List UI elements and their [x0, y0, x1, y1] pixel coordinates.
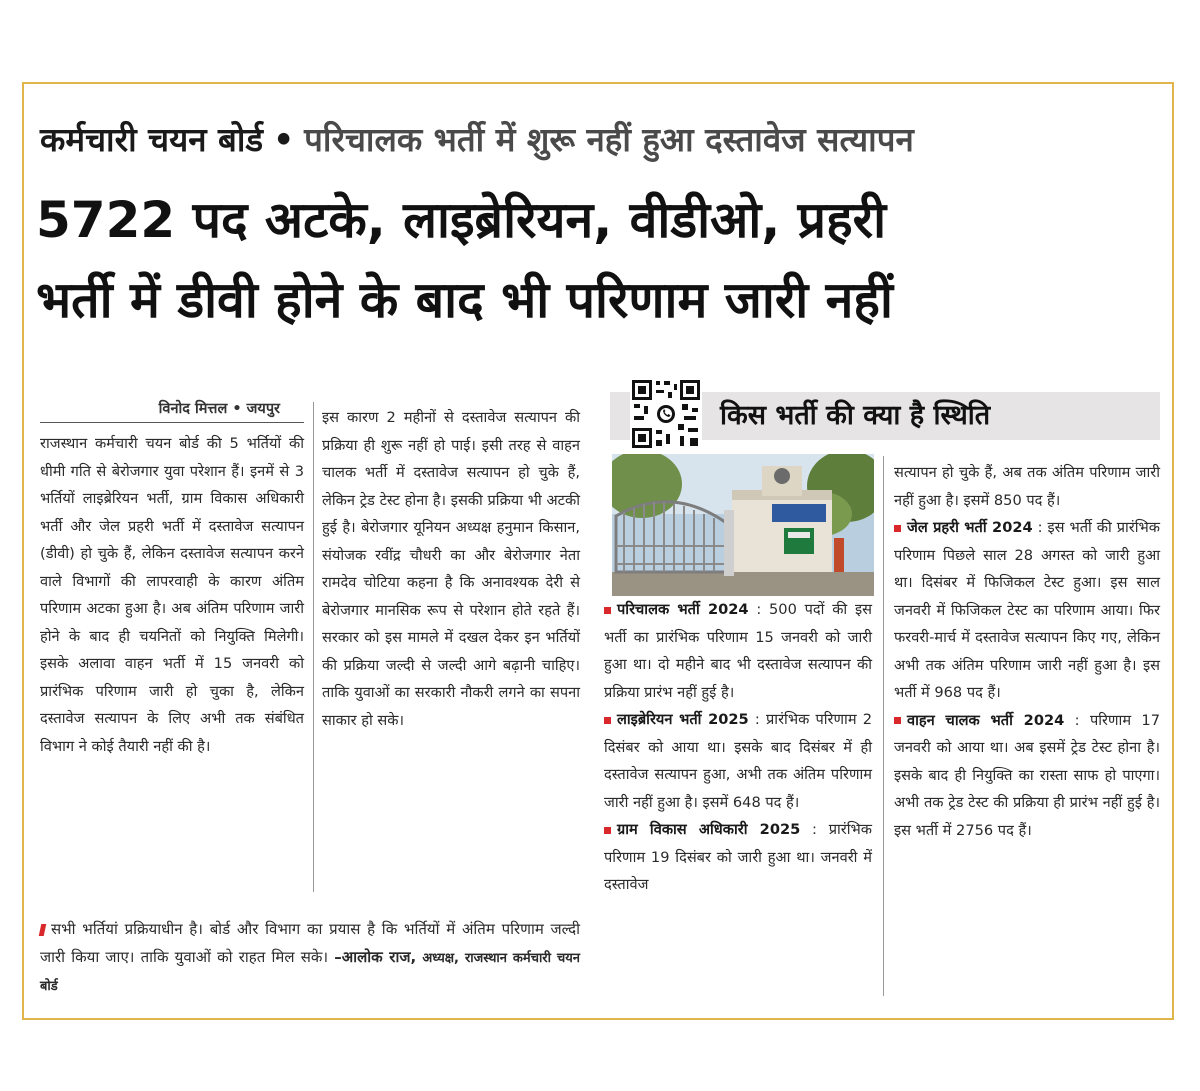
qr-code-icon — [630, 378, 702, 450]
section-label: कर्मचारी चयन बोर्ड — [40, 120, 264, 159]
status-item-conductor — [604, 596, 872, 706]
kicker-separator: • — [273, 120, 295, 159]
status-item-text: : प्रारंभिक परिणाम 19 दिसंबर को जारी हुआ था। जनवरी में दस्तावेज — [604, 821, 873, 893]
status-item-driver — [894, 707, 1160, 845]
body-column-1 — [40, 430, 304, 760]
status-item-text: : 500 पदों की इस भर्ती का प्रारंभिक परिणाम 15 जनवरी को जारी हुआ था। दो महीने बाद भी दस्तावेज सत्यापन की प्रक्रिया प्रारंभ नहीं हुई है। — [604, 601, 872, 701]
status-item-text: : परिणाम 17 जनवरी को आया था। अब इसमें ट्रेड टेस्ट होना है। इसके बाद ही नियुक्ति का रास्ता साफ हो पाएगा। अभी तक ट्रेड टेस्ट की प्रक्रिया ही प्रारंभ नहीं हुई है। इस भर्ती में 2756 पद हैं। — [894, 711, 1160, 839]
news-clipping — [22, 82, 1174, 1020]
status-item-heading: लाइब्रेरियन भर्ती 2025 — [617, 711, 749, 728]
status-item-heading: ग्राम विकास अधिकारी 2025 — [617, 821, 801, 838]
headline-line-1: 5722 पद अटके, लाइब्रेरियन, वीडीओ, प्रहरी — [36, 191, 887, 249]
status-item-librarian — [604, 706, 872, 816]
byline: विनोद मित्तल • जयपुर — [158, 401, 280, 417]
column-divider — [313, 402, 314, 892]
headline — [36, 180, 1166, 340]
headline-line-2: भर्ती में डीवी होने के बाद भी परिणाम जारी नहीं — [36, 271, 893, 329]
bullet-icon — [604, 607, 611, 614]
body-column-2 — [322, 404, 580, 734]
status-item-vdo-continued: सत्यापन हो चुके हैं, अब तक अंतिम परिणाम जारी नहीं हुआ है। इसमें 850 पद हैं। — [894, 464, 1160, 509]
bullet-icon — [894, 525, 901, 532]
status-item-heading: वाहन चालक भर्ती 2024 — [907, 711, 1065, 729]
kicker — [40, 112, 1160, 168]
status-item-heading: जेल प्रहरी भर्ती 2024 — [907, 519, 1033, 536]
status-column-2 — [894, 459, 1160, 844]
body-paragraph-2: इस कारण 2 महीनों से दस्तावेज सत्यापन की प्रक्रिया ही शुरू नहीं हो पाई। इसी तरह से वाहन चालक भर्ती में दस्तावेज सत्यापन हो चुके हैं, लेकिन ट्रेड टेस्ट होना है। इसकी प्रक्रिया भी अटकी हुई है। बेरोजगार यूनियन अध्यक्ष हनुमान किसान, संयोजक रवींद्र चौधरी का और बेरोजगार नेता रामदेव चोटिया कहना है कि अनावश्यक देरी से बेरोजगार मानसिक रूप से परेशान होते रहते हैं। सरकार को इस मामले में दखल देकर इन भर्तियों की प्रक्रिया जल्दी से जल्दी आगे बढ़ानी चाहिए। ताकि युवाओं का सरकारी नौकरी लगने का सपना साकार हो सके। — [322, 409, 580, 729]
byline-row — [40, 396, 304, 423]
board-office-photo — [612, 454, 874, 596]
bullet-icon — [604, 717, 611, 724]
column-divider — [883, 456, 884, 996]
kicker-subtitle: परिचालक भर्ती में शुरू नहीं हुआ दस्तावेज सत्यापन — [304, 120, 914, 159]
bullet-icon — [604, 827, 611, 834]
status-item-text: : इस भर्ती की प्रारंभिक परिणाम पिछले साल 28 अगस्त को जारी हुआ था। दिसंबर में फिजिकल टेस्ट हुआ। इस साल जनवरी में फिजिकल टेस्ट का परिणाम आया। फिर फरवरी-मार्च में दस्तावेज सत्यापन किए गए, लेकिन अभी तक अंतिम परिणाम जारी नहीं हुआ है। इस भर्ती में 968 पद हैं। — [894, 519, 1161, 701]
official-quote — [40, 916, 580, 1001]
status-item-text: : प्रारंभिक परिणाम 2 दिसंबर को आया था। इसके बाद दिसंबर में ही दस्तावेज सत्यापन हुआ, अभी तक अंतिम परिणाम जारी नहीं हुआ है। इसमें 648 पद हैं। — [604, 711, 873, 811]
status-item-jail-guard — [894, 514, 1160, 707]
quote-text: सभी भर्तियां प्रक्रियाधीन है। बोर्ड और विभाग का प्रयास है कि भर्तियों में अंतिम परिणाम जल्दी जारी किया जाए। ताकि युवाओं को राहत मिल सके। — [40, 920, 580, 966]
status-box-title: किस भर्ती की क्या है स्थिति — [720, 400, 991, 431]
status-column-1 — [604, 596, 872, 899]
status-item-vdo — [604, 816, 872, 899]
quote-author-role: अध्यक्ष, राजस्थान कर्मचारी चयन बोर्ड — [40, 950, 580, 994]
status-item-heading: परिचालक भर्ती 2024 — [617, 601, 749, 618]
quote-author: –आलोक राज, — [334, 947, 417, 966]
quote-mark-icon — [39, 924, 47, 936]
bullet-icon — [894, 717, 901, 724]
body-paragraph-1: राजस्थान कर्मचारी चयन बोर्ड की 5 भर्तियों की धीमी गति से बेरोजगार युवा परेशान हैं। इनमें से 3 भर्तियों लाइब्रेरियन भर्ती, ग्राम विकास अधिकारी भर्ती और जेल प्रहरी भर्ती में दस्तावेज सत्यापन (डीवी) हो चुके हैं, लेकिन दस्तावेज सत्यापन करने वाले विभागों की लापरवाही के कारण अंतिम परिणाम अटका हुआ है। अब अंतिम परिणाम जारी होने के बाद ही चयनितों को नियुक्ति मिलेगी। इसके अलावा वाहन भर्ती में 15 जनवरी को प्रारंभिक परिणाम जारी हो चुका है, लेकिन दस्तावेज सत्यापन के लिए अभी तक संबंधित विभाग ने कोई तैयारी नहीं की है। — [40, 435, 304, 755]
